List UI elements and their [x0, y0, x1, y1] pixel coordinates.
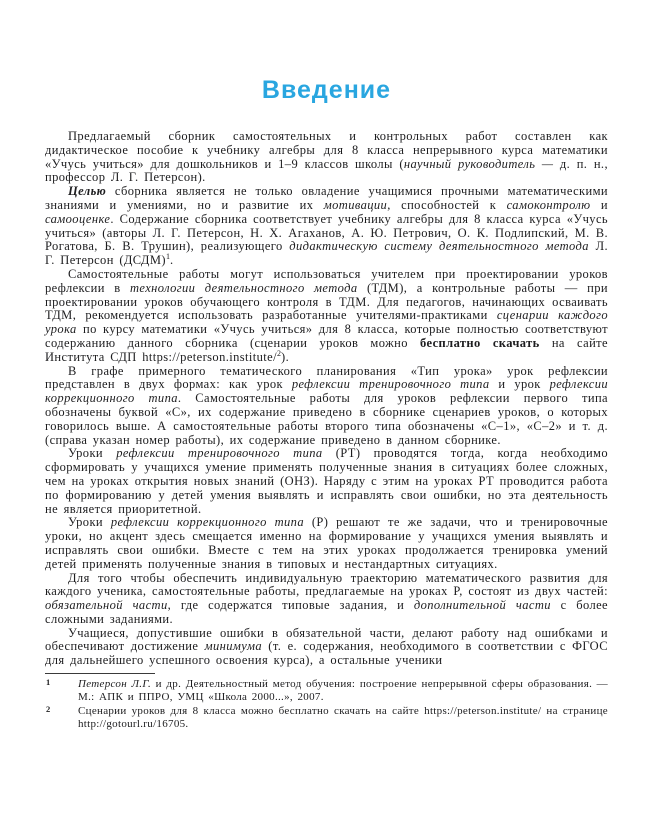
paragraph — [45, 572, 608, 627]
text-segment: на сайте Института СДП https://peterson.institute/ — [45, 335, 608, 364]
text-segment: 2 — [277, 348, 281, 358]
footnotes-section — [45, 673, 608, 731]
text-segment: рефлексии тренировочного типа — [291, 377, 490, 392]
text-segment: сборника является не только овладение учащимися прочными математическими знаниями и умениями, но и развитие их — [45, 184, 608, 212]
footnote-text — [78, 678, 608, 703]
text-segment: Целью — [68, 184, 107, 199]
paragraph — [45, 365, 608, 448]
text-segment: самоконтролю — [506, 197, 591, 212]
text-segment: технологии деятельностного метода — [130, 280, 358, 295]
text-segment: (Р) решают те же задачи, что и тренировочные уроки, но акцент здесь смещается именно на формирование у учащихся умения выявлять и исправлять свои ошибки. Вместе с тем на этих уроках продолжается тренировка умений детей применять полученные знания в типовых и нестандартных ситуациях. — [45, 515, 608, 571]
text-segment: Самостоятельные работы могут использоваться учителем при проектировании уроков рефлексии в — [45, 266, 608, 295]
text-segment: (ТДМ), а контрольные работы — при проектировании уроков обучающего контроля в ТДМ. Для педагогов, начинающих осваивать ТДМ, рекомендуется использовать разработанные учителями-практиками — [45, 280, 608, 323]
text-segment: по курсу математики «Учусь учиться» для 8 класса, которые полностью соответствуют содержанию данного сборника (сценарии уроков можно — [45, 322, 608, 350]
footnote-divider — [45, 673, 155, 674]
footnote — [45, 678, 608, 704]
text-segment: , способностей к — [387, 197, 507, 212]
text-segment: бесплатно скачать — [420, 335, 540, 350]
text-segment: научный руководитель — — [403, 156, 554, 171]
footnote-text — [78, 705, 608, 730]
paragraph — [45, 627, 608, 668]
footnote-marker: 1 — [46, 677, 51, 688]
text-segment: самооценке — [45, 211, 111, 226]
text-segment: . Содержание сборника соответствует учебнику алгебры для 8 класса курса «Учусь учиться» (авторы Л. Г. Петерсон, Н. Х. Агаханов, А. Ю. Петрович, О. К. Подлипский, М. В. Рогатова, Б. В. Трушин), реализующего — [45, 211, 608, 254]
text-segment: и др. Деятельностный метод обучения: построение непрерывной сферы образования. — М.: АПК и ППРО, УМЦ «Школа 2000...», 2007. — [78, 678, 608, 704]
text-segment: д. п. н., профессор Л. Г. Петерсон). — [45, 156, 608, 185]
text-segment: Сценарии уроков для 8 класса можно бесплатно скачать на сайте https://peterson.institute/ на странице http://gotourl.ru/16705. — [78, 705, 608, 731]
footnote — [45, 705, 608, 731]
text-segment: Для того чтобы обеспечить индивидуальную траекторию математического развития для каждого ученика, самостоятельные работы, предлагаемые на уроках Р, состоят из двух частей: — [45, 570, 608, 599]
page-title: Введение — [261, 76, 392, 104]
text-segment: , где содержатся типовые задания, и — [167, 598, 414, 613]
text-segment: ). — [281, 349, 290, 364]
paragraph — [45, 130, 608, 185]
text-segment: дополнительной части — [413, 598, 551, 613]
text-segment: В графе примерного тематического планирования «Тип урока» урок рефлексии представлен в двух формах: как урок — [45, 363, 608, 392]
text-segment: Петерсон Л.Г. — [78, 678, 152, 691]
text-segment: (РТ) проводятся тогда, когда необходимо сформировать у учащихся умение применять полученные знания в ситуациях более сложных, чем на уроках открытия новых знаний (ОНЗ). Наряду с этим на уроках РТ проводится работа по формированию у детей умения выявлять и исправлять свои ошибки, но эта деятельность не является приоритетной. — [45, 446, 608, 516]
text-segment: . Самостоятельные работы для уроков рефлексии первого типа обозначены буквой «С», их содержание приведено в сборнике сценариев уроков, о которых говорилось выше. А самостоятельные работы второго типа обозначены «С–1», «С–2» и т. д. (справа указан номер работы), их содержание приведено в данном сборнике. — [45, 391, 608, 447]
text-segment: рефлексии коррекционного типа — [45, 377, 609, 406]
paragraph — [45, 447, 608, 516]
paragraph — [45, 516, 608, 571]
text-segment: . — [169, 253, 174, 268]
text-segment: мотивации — [323, 197, 388, 212]
text-segment: и урок — [489, 377, 550, 392]
text-segment: Уроки — [68, 515, 111, 530]
text-segment: и — [590, 197, 608, 212]
footnote-marker: 2 — [46, 704, 51, 715]
text-segment: Уроки — [68, 446, 117, 461]
text-segment: минимума — [204, 639, 262, 654]
text-segment: с более сложными заданиями. — [45, 598, 608, 626]
text-segment: Л. Г. Петерсон (ДСДМ) — [45, 239, 608, 268]
paragraph — [45, 185, 608, 268]
introduction-body — [45, 130, 608, 668]
text-segment: рефлексии коррекционного типа — [110, 515, 304, 530]
paragraph — [45, 268, 608, 365]
text-segment: рефлексии тренировочного типа — [116, 446, 323, 461]
text-segment: Учащиеся, допустившие ошибки в обязательной части, делают работу над ошибками и обеспечивают достижение — [45, 625, 608, 654]
text-segment: (т. е. содержания, необходимого в соответствии с ФГОС для дальнейшего успешного освоения курса), а остальные ученики — [45, 639, 608, 668]
text-segment: Предлагаемый сборник самостоятельных и контрольных работ составлен как дидактическое пособие к учебнику алгебры для 8 класса непрерывного курса математики «Учусь учиться» для дошкольников и 1–9 классов школы ( — [45, 129, 608, 171]
text-segment: дидактическую систему деятельностного метода — [289, 239, 589, 254]
text-segment: 1 — [165, 252, 170, 262]
text-segment: сценарии каждого урока — [45, 308, 608, 337]
text-segment: обязательной части — [45, 598, 168, 613]
